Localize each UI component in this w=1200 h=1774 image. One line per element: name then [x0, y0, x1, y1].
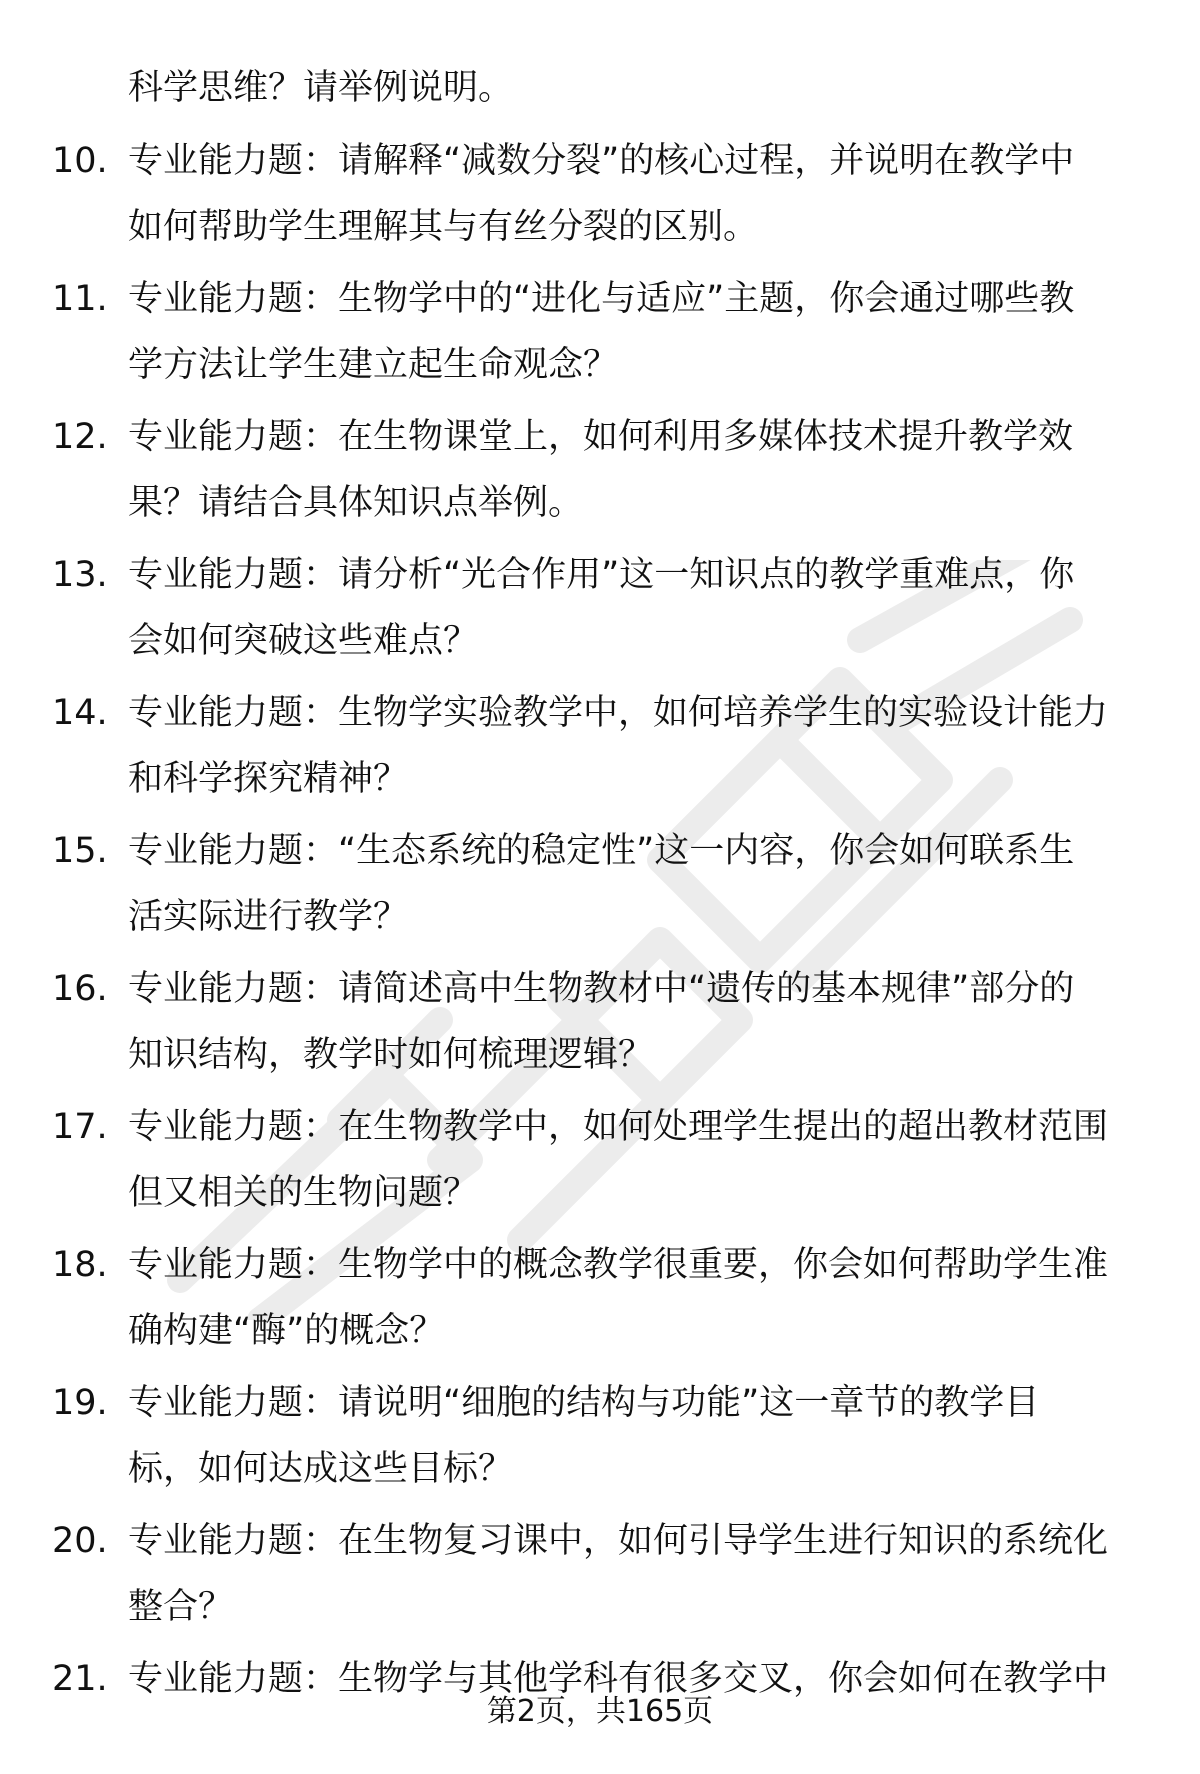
item-number: 21.: [52, 1659, 108, 1699]
page-footer: 第2页，共165页: [486, 1694, 714, 1729]
item-text: [128, 818, 1148, 950]
item-number: 13.: [52, 555, 108, 595]
item-line: 学方法让学生建立起生命观念？: [128, 345, 619, 385]
item-line: 专业能力题：“生态系统的稳定性”这一内容，你会如何联系生: [128, 831, 1075, 871]
item-line: 知识结构，教学时如何梳理逻辑？: [128, 1035, 654, 1075]
item-number: 17.: [52, 1107, 108, 1147]
item-line: 专业能力题：在生物教学中，如何处理学生提出的超出教材范围: [128, 1107, 1109, 1147]
item-line: 确构建“酶”的概念？: [128, 1311, 445, 1351]
item-line: 专业能力题：在生物复习课中，如何引导学生进行知识的系统化: [128, 1521, 1109, 1561]
item-line: 专业能力题：生物学中的概念教学很重要，你会如何帮助学生准: [128, 1245, 1109, 1285]
item-line: 和科学探究精神？: [128, 759, 409, 799]
item-text: [128, 542, 1148, 674]
list-item: [0, 404, 1200, 532]
list-item: [0, 956, 1200, 1084]
list-item: [0, 542, 1200, 670]
list-item: [0, 680, 1200, 808]
item-line: 果？请结合具体知识点举例。: [128, 483, 584, 523]
item-number: 19.: [52, 1383, 108, 1423]
item-number: 12.: [52, 417, 108, 457]
item-text: [128, 680, 1148, 812]
item-text: [128, 1370, 1148, 1502]
item-text: [128, 266, 1148, 398]
item-line: 专业能力题：请分析“光合作用”这一知识点的教学重难点，你: [128, 555, 1075, 595]
list-item: [0, 1094, 1200, 1222]
item-number: 15.: [52, 831, 108, 871]
item-line: 专业能力题：请解释“减数分裂”的核心过程，并说明在教学中: [128, 141, 1075, 181]
item-line: 会如何突破这些难点？: [128, 621, 479, 661]
item-text: [128, 404, 1148, 536]
item-number: 20.: [52, 1521, 108, 1561]
list-item: [0, 1232, 1200, 1360]
list-item: [0, 266, 1200, 394]
item-number: 16.: [52, 969, 108, 1009]
item-line: 但又相关的生物问题？: [128, 1173, 479, 1213]
item-line: 专业能力题：生物学与其他学科有很多交叉，你会如何在教学中: [128, 1659, 1109, 1699]
item-text: [128, 1508, 1148, 1640]
item-line: 如何帮助学生理解其与有丝分裂的区别。: [128, 207, 759, 247]
list-item: [0, 1508, 1200, 1636]
item-text: [128, 128, 1148, 260]
item-line: 专业能力题：在生物课堂上，如何利用多媒体技术提升教学效: [128, 417, 1074, 457]
list-item: [0, 1370, 1200, 1498]
item-line: 专业能力题：生物学实验教学中，如何培养学生的实验设计能力: [128, 693, 1109, 733]
continued-question-text: 科学思维？请举例说明。: [128, 68, 514, 108]
item-number: 14.: [52, 693, 108, 733]
item-number: 10.: [52, 141, 108, 181]
list-item: [0, 128, 1200, 256]
item-text: [128, 1232, 1148, 1364]
item-text: [128, 956, 1148, 1088]
item-number: 11.: [52, 279, 108, 319]
item-line: 专业能力题：请说明“细胞的结构与功能”这一章节的教学目: [128, 1383, 1040, 1423]
item-line: 标，如何达成这些目标？: [128, 1449, 514, 1489]
question-list: [0, 58, 1200, 1774]
item-text: [128, 1094, 1148, 1226]
item-line: 专业能力题：请简述高中生物教材中“遗传的基本规律”部分的: [128, 969, 1075, 1009]
item-number: 18.: [52, 1245, 108, 1285]
item-line: 活实际进行教学？: [128, 897, 409, 937]
item-line: 整合？: [128, 1587, 234, 1627]
list-item: [0, 818, 1200, 946]
item-line: 专业能力题：生物学中的“进化与适应”主题，你会通过哪些教: [128, 279, 1075, 319]
